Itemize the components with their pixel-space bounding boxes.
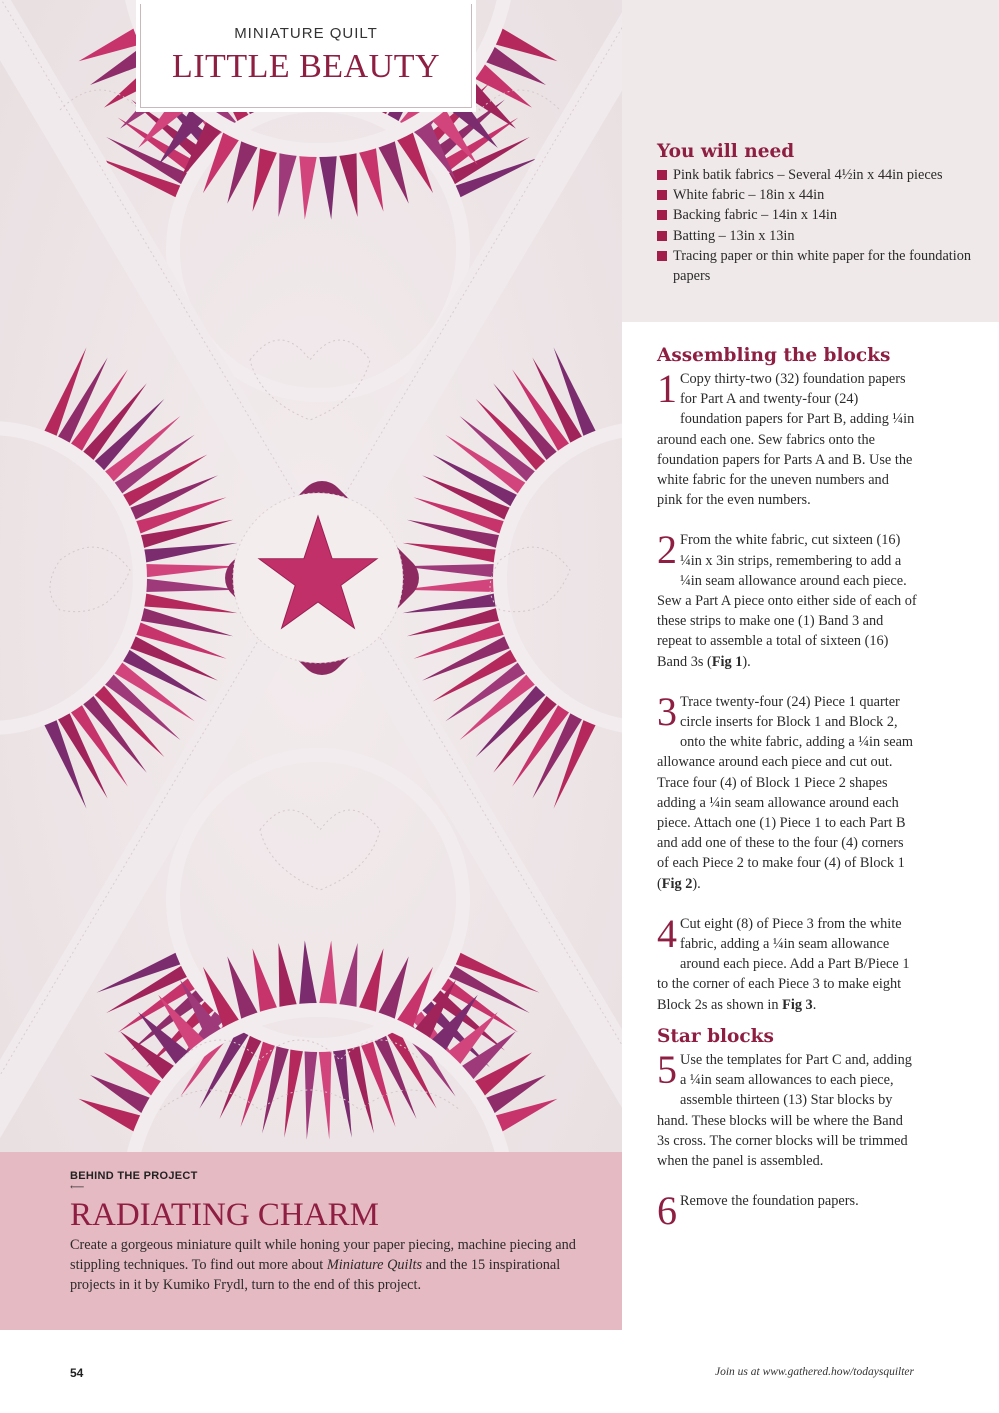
you-will-need-heading: You will need xyxy=(657,141,795,162)
step-number: 4 xyxy=(657,910,677,956)
list-item: Backing fabric – 14in x 14in xyxy=(657,205,979,225)
page-title: LITTLE BEAUTY xyxy=(171,48,441,85)
step-5: 5 Use the templates for Part C and, adding a ¼in seam allowances to each piece, assemble thirteen (13) Star blocks by hand. These blocks will be where the Band 3s cross. The corner blocks will be trimmed when the panel is assembled. xyxy=(657,1046,912,1169)
behind-the-project-box xyxy=(0,1152,622,1330)
step-number: 3 xyxy=(657,688,677,734)
step-3: 3 Trace twenty-four (24) Piece 1 quarter circle inserts for Block 1 and Block 2, onto the white fabric, adding a ¼in seam allowance around each piece and cut out. Trace four (4) of Block 1 Piece 2 shapes adding a ¼in seam allowance around each piece. Attach one (1) Piece 1 to each Part B and add one of these to the four (4) corners of each Piece 2 to make four (4) of Block 1 (Fig 2). xyxy=(657,688,914,892)
list-item: Pink batik fabrics – Several 4½in x 44in pieces xyxy=(657,165,979,185)
list-item: White fabric – 18in x 44in xyxy=(657,185,979,205)
category-kicker: MINIATURE QUILT xyxy=(234,25,378,42)
bullet-square-icon xyxy=(657,231,667,241)
list-item: Batting – 13in x 13in xyxy=(657,226,979,246)
step-6: 6 Remove the foundation papers. xyxy=(657,1188,859,1234)
list-item: Tracing paper or thin white paper for the foundation papers xyxy=(657,246,979,286)
step-number: 2 xyxy=(657,527,677,573)
behind-text: Create a gorgeous miniature quilt while honing your paper piecing, machine piecing and stippling techniques. To find out more about Miniature Quilts and the 15 inspirational projects in it by Kumiko Frydl, turn to the end of this project. xyxy=(70,1237,576,1293)
bullet-square-icon xyxy=(657,190,667,200)
footer-link[interactable]: Join us at www.gathered.how/todaysquilter xyxy=(714,1366,914,1378)
book-title: Miniature Quilts xyxy=(326,1257,423,1273)
figure-ref: Fig 2 xyxy=(661,875,693,892)
bullet-square-icon xyxy=(657,170,667,180)
title-card xyxy=(136,0,476,112)
step-number: 1 xyxy=(657,366,677,411)
behind-label: BEHIND THE PROJECT xyxy=(70,1170,198,1182)
assembling-heading: Assembling the blocks xyxy=(657,345,891,366)
behind-title: RADIATING CHARM xyxy=(70,1197,379,1233)
step-4: 4 Cut eight (8) of Piece 3 from the white fabric, adding a ¼in seam allowance around each piece. Add a Part B/Piece 1 to the corner of each Piece 3 to make eight Block 2s as shown in Fig 3. xyxy=(657,910,910,1013)
step-1: 1 Copy thirty-two (32) foundation papers for Part A and twenty-four (24) foundation papers for Part B, adding ¼in around each one. Sew fabrics onto the foundation papers for Parts A and B. Use the white fabric for the uneven numbers and pink for the even numbers. xyxy=(657,366,915,509)
page-number: 54 xyxy=(70,1366,84,1380)
step-number: 5 xyxy=(657,1046,677,1092)
materials-list xyxy=(657,165,979,286)
step-number: 6 xyxy=(657,1188,677,1234)
star-blocks-heading: Star blocks xyxy=(657,1025,774,1047)
arrow-left-icon: ⟵ xyxy=(70,1182,85,1193)
figure-ref: Fig 3 xyxy=(782,996,813,1013)
you-will-need-box xyxy=(622,0,999,322)
instructions-column xyxy=(657,344,917,1232)
bullet-square-icon xyxy=(657,210,667,220)
bullet-square-icon xyxy=(657,251,667,261)
figure-ref: Fig 1 xyxy=(711,653,743,670)
step-2: 2 From the white fabric, cut sixteen (16) ¼in x 3in strips, remembering to add a ¼in seam allowance around each piece. Sew a Part A piece onto either side of each of these strips to make one (1) Band 3 and repeat to assemble a total of sixteen (16) Band 3s (Fig 1). xyxy=(657,527,917,670)
